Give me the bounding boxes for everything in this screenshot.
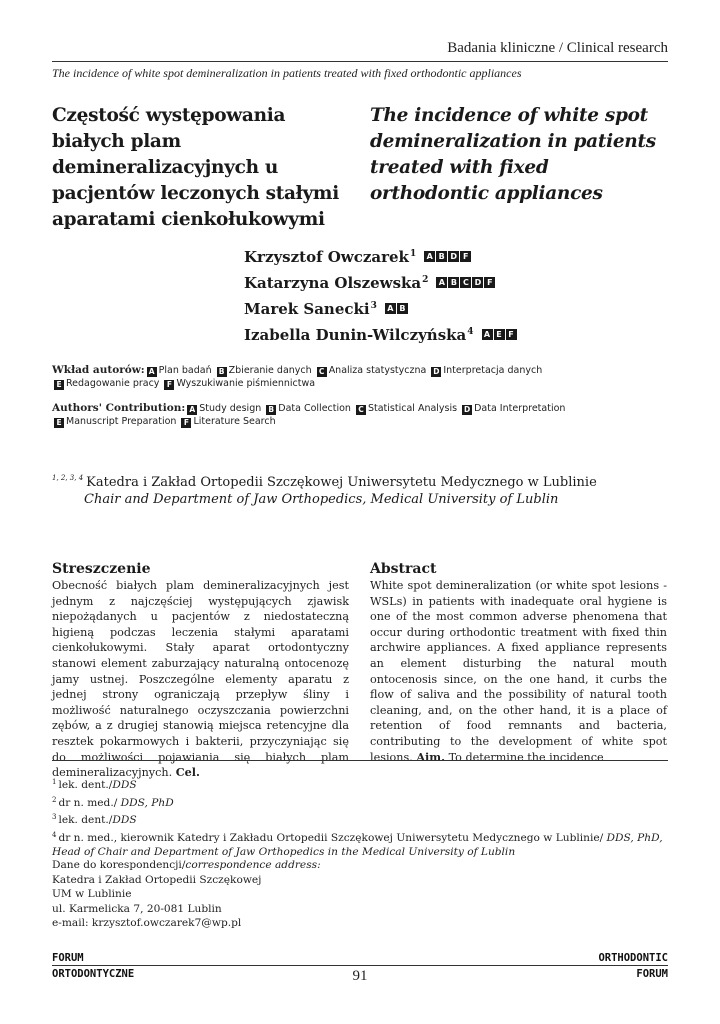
- role-badge: B: [448, 277, 459, 288]
- role-badge: A: [385, 303, 396, 314]
- contribution-key: F: [164, 380, 174, 390]
- footer-right-line: ORTHODONTIC: [598, 952, 668, 964]
- affiliation-english: Chair and Department of Jaw Orthopedics, Medical University of Lublin: [84, 492, 559, 507]
- contribution-key: A: [147, 367, 157, 377]
- footnote: [52, 828, 672, 860]
- role-badge: B: [436, 251, 447, 262]
- footnote-marker: 2: [52, 795, 57, 804]
- role-badge: F: [506, 329, 517, 340]
- footnote-degree: DDS: [112, 779, 137, 791]
- role-badge: A: [482, 329, 493, 340]
- affiliation-polish: Katedra i Zakład Ortopedii Szczękowej Uniwersytetu Medycznego w Lublinie: [86, 475, 597, 490]
- author-entry: [244, 243, 518, 269]
- role-badge: A: [424, 251, 435, 262]
- author-name: Katarzyna Olszewska: [244, 274, 422, 292]
- role-badge: E: [494, 329, 505, 340]
- contribution-key: E: [54, 418, 64, 428]
- author-affiliation-sup: 4: [467, 327, 474, 337]
- author-entry: [244, 269, 518, 295]
- section-label: Badania kliniczne / Clinical research: [447, 40, 668, 56]
- role-badge: B: [397, 303, 408, 314]
- author-name: Marek Sanecki: [244, 300, 370, 318]
- correspondence-label-en: correspondence address:: [185, 859, 321, 871]
- author-entry: [244, 321, 518, 347]
- abstract-pl-text: [52, 578, 349, 781]
- page-number: 91: [352, 968, 368, 984]
- correspondence-line: ul. Karmelicka 7, 20-081 Lublin: [52, 902, 222, 915]
- correspondence-email: e-mail: krzysztof.owczarek7@wp.pl: [52, 917, 242, 929]
- author-role-badges: [436, 269, 496, 292]
- footnote-text: dr n. med., kierownik Katedry i Zakładu Ortopedii Szczękowej Uniwersytetu Medycznego w Lublinie/: [58, 831, 607, 844]
- footnote-text: dr n. med./: [58, 796, 121, 809]
- contribution-text: Plan badań: [158, 365, 215, 376]
- affiliation-sup: 1, 2, 3, 4: [52, 474, 84, 482]
- footer-right-line: FORUM: [636, 968, 668, 980]
- author-list: [244, 243, 518, 347]
- contribution-key: B: [217, 367, 227, 377]
- abstract-pl-aim: Cel.: [175, 765, 200, 780]
- footnote: [52, 793, 672, 811]
- abstract-en-aim: Aim.: [416, 749, 445, 764]
- correspondence: [52, 858, 672, 931]
- running-title: The incidence of white spot demineralization in patients treated with fixed orthodontic appliances: [52, 66, 522, 80]
- contribution-key: B: [266, 405, 276, 415]
- affiliation: [52, 470, 672, 508]
- footnote-degree: DDS: [112, 814, 137, 826]
- contribution-key: E: [54, 380, 64, 390]
- author-affiliation-sup: 3: [370, 301, 377, 311]
- contribution-key: D: [463, 405, 471, 414]
- footnote-text: lek. dent./: [58, 814, 113, 826]
- contribution-text: Zbieranie danych: [228, 365, 315, 376]
- footer-left-line: FORUM: [52, 952, 84, 964]
- abstract-pl-body: Obecność białych plam demineralizacyjnych jest jednym z najczęściej występujących zjawisk niepożądanych u pacjentów z niedostateczną higieną podczas leczenia stałymi aparatami cienkołukowymi. Stały aparat ortodontyczny stanowi element zaburzający naturalną ontocenozę jamy ustnej. Poszczególne elementy aparatu z jednej strony ograniczają przepływ śliny i możliwość naturalnego oczyszczania powierzchni zębów, a z drugiej stanowią miejsca retencyjne dla resztek pokarmowych i bakterii, przyczyniając się do możliwości pojawiania się białych plam demineralizacyjnych.: [52, 579, 349, 780]
- author-role-badges: [424, 243, 472, 266]
- contribution-key: D: [433, 367, 440, 376]
- footnote-marker: 1: [52, 778, 57, 786]
- contribution-english: [52, 402, 672, 428]
- abstract-en-tail: To determine the incidence: [448, 750, 604, 764]
- author-name: Izabella Dunin-Wilczyńska: [244, 326, 467, 344]
- footnote-marker: 3: [52, 813, 57, 821]
- contribution-text: Analiza statystyczna: [328, 365, 430, 376]
- footnote-degree: DDS, PhD, Head of Chair and Department of Jaw Orthopedics in the Medical University of Lublin: [52, 831, 663, 858]
- footnote: [52, 810, 672, 828]
- contribution-key: F: [181, 418, 191, 428]
- correspondence-label: Dane do korespondencji/: [52, 859, 186, 871]
- contribution-text: Redagowanie pracy: [66, 378, 163, 389]
- role-badge: D: [472, 277, 483, 288]
- footnotes: [52, 775, 672, 860]
- role-badge: F: [484, 277, 495, 288]
- correspondence-line: Katedra i Zakład Ortopedii Szczękowej: [52, 873, 262, 886]
- contribution-key: A: [187, 405, 197, 415]
- footnote-marker: 4: [52, 830, 57, 839]
- contribution-text: Study design: [199, 403, 265, 414]
- author-name: Krzysztof Owczarek: [244, 248, 409, 266]
- contribution-key: C: [356, 405, 366, 415]
- author-affiliation-sup: 2: [422, 275, 429, 285]
- author-entry: [244, 295, 518, 321]
- contribution-text: Interpretacja danych: [443, 365, 543, 376]
- footer-rule: [52, 965, 668, 966]
- role-badge: D: [448, 251, 459, 262]
- contribution-text: Data Collection: [278, 403, 354, 414]
- contribution-text: Literature Search: [193, 416, 276, 427]
- abstract-en-body: White spot demineralization (or white spot lesions - WSLs) in patients with inadequate oral hygiene is one of the most common adverse phenomena that occur during orthodontic treatment with fixed thin archwire appliances. A fixed appliance represents an element disturbing the natural mouth ontocenosis since, on the one hand, it curbs the flow of saliva and the possibility of natural tooth cleaning, and, on the other hand, it is a place of retention of food remnants and bacteria, contributing to the development of white spot lesions.: [370, 579, 667, 764]
- author-role-badges: [385, 295, 409, 318]
- correspondence-line: UM w Lublinie: [52, 888, 132, 900]
- contribution-text: Data Interpretation: [474, 403, 566, 414]
- contribution-text: Wyszukiwanie piśmiennictwa: [176, 378, 316, 389]
- footnote-text: lek. dent./: [58, 779, 113, 791]
- top-rule: [52, 61, 668, 62]
- contribution-text: Statistical Analysis: [367, 403, 461, 414]
- role-badge: F: [460, 251, 471, 262]
- abstract-pl-heading: Streszczenie: [52, 561, 151, 577]
- contribution-label: Wkład autorów:: [52, 364, 145, 376]
- footnote-degree: DDS, PhD: [120, 796, 174, 809]
- contribution-key: C: [317, 367, 327, 377]
- footnote: [52, 775, 672, 793]
- footnote-rule: [52, 760, 668, 761]
- role-badge: A: [436, 277, 447, 288]
- contribution-label: Authors' Contribution:: [52, 402, 186, 414]
- author-role-badges: [482, 321, 518, 344]
- abstract-en-heading: Abstract: [370, 561, 437, 577]
- abstract-en-text: [370, 578, 667, 765]
- contribution-text: Manuscript Preparation: [66, 416, 180, 427]
- contribution-polish: [52, 364, 672, 390]
- footer-left-line: ORTODONTYCZNE: [52, 968, 135, 980]
- title-polish: Częstość występowania białych plam demineralizacyjnych u pacjentów leczonych stałymi aparatami cienkołukowymi: [52, 105, 339, 230]
- author-affiliation-sup: 1: [409, 249, 417, 259]
- title-english: The incidence of white spot demineralization in patients treated with fixed orthodontic appliances: [370, 105, 656, 204]
- role-badge: C: [460, 277, 471, 288]
